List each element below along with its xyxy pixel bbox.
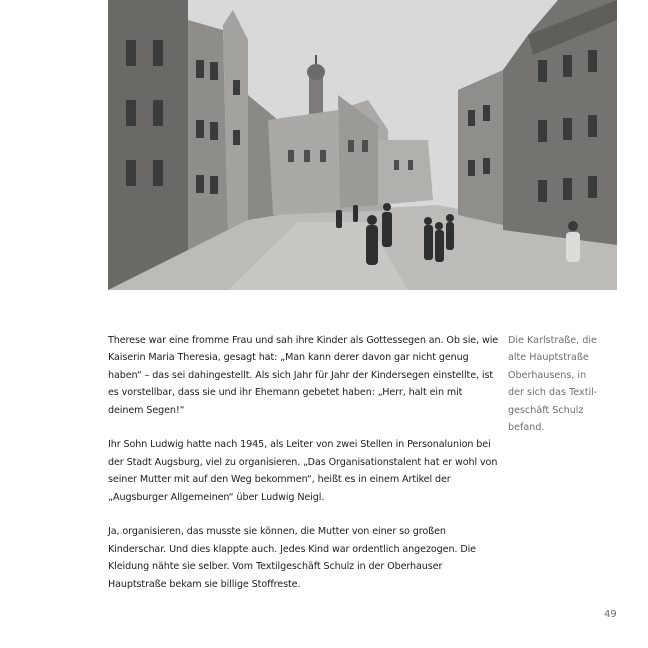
street-photo-drawing (108, 0, 617, 290)
page-number: 49 (604, 609, 617, 620)
body-text (108, 332, 500, 610)
photo-caption: Die Karlstraße, die alte Hauptstraße Oberhausens, in der sich das Textil- geschäft Schulz befand. (508, 335, 598, 434)
child-in-white (566, 232, 580, 262)
paragraph-3: Ja, organisieren, das musste sie können, die Mutter von einer so großen Kinderschar. Und dies klappte auch. Jedes Kind war ordentlich angezogen. Die Kleidung nähte sie selber. Vom Textilgeschäft Schulz in der Oberhauser Hauptstraße bekam sie billige Stoffreste. (108, 526, 476, 590)
left-buildings (108, 0, 188, 290)
right-buildings (458, 70, 503, 225)
paragraph-2: Ihr Sohn Ludwig hatte nach 1945, als Leiter von zwei Stellen in Personalunion bei der Stadt Augsburg, viel zu organisieren. „Das Organisationstalent hat er wohl von seiner Mutter mit auf den Weg bekommen“, heißt es in einem Artikel der „Augsburger Allgemeinen“ über Ludwig Neigl. (108, 439, 498, 503)
paragraph-1: Therese war eine fromme Frau und sah ihre Kinder als Gottessegen an. Ob sie, wie Kaiserin Maria Theresia, gesagt hat: „Man kann derer davon gar nicht genug haben“ – das sei dahingestellt. Als sich Jahr für Jahr der Kindersegen einstellte, ist es vorstellbar, dass sie und ihr Ehemann gebetet haben: „Herr, halt ein mit deinem Segen!“ (108, 335, 499, 416)
historic-street-photo (108, 0, 617, 290)
